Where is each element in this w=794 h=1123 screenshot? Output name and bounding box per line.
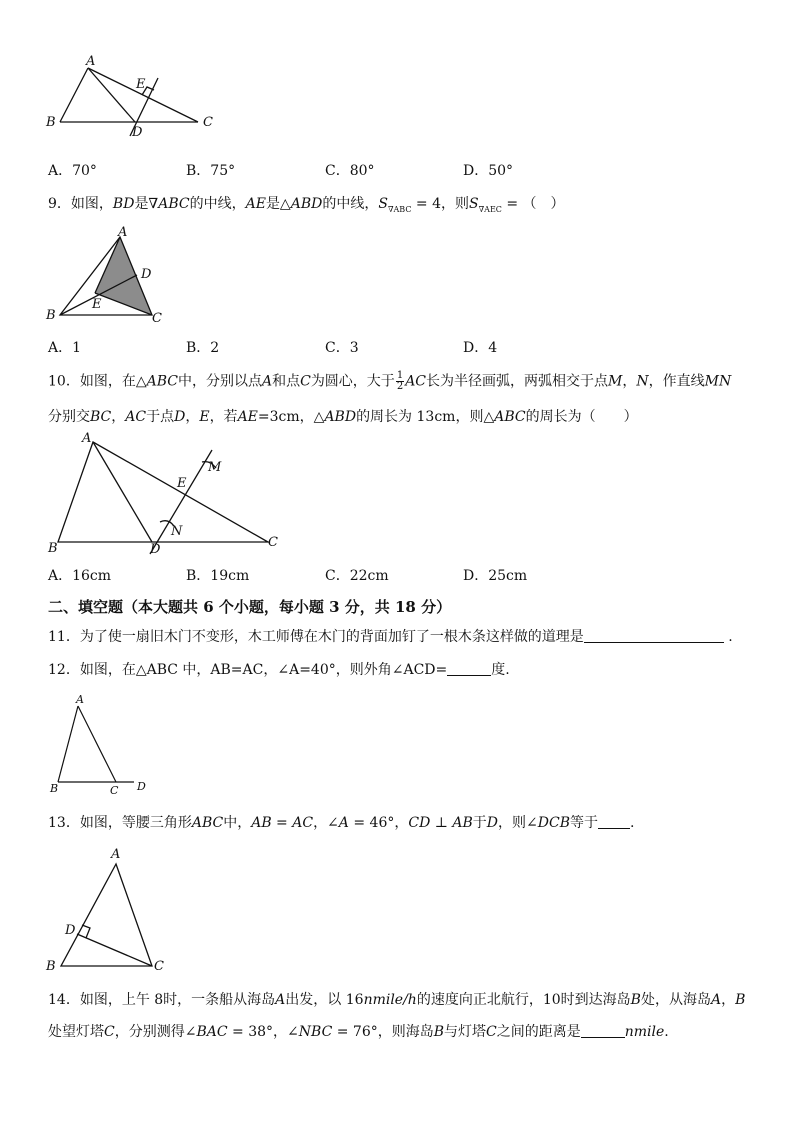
q9-option-d[interactable]: D．4 <box>463 340 498 356</box>
q9-option-a[interactable]: A．1 <box>48 340 82 356</box>
q13-label-c: C <box>154 959 164 974</box>
q9-figure <box>40 225 180 325</box>
q10-label-c: C <box>268 535 278 550</box>
q10-figure <box>40 430 290 556</box>
q9-label-c: C <box>152 311 162 326</box>
q13-figure <box>40 846 180 976</box>
q10-option-a[interactable]: A．16cm <box>48 568 112 584</box>
q13-label-d: D <box>65 923 76 938</box>
q12-figure <box>40 690 170 800</box>
q8-option-a[interactable]: A．70° <box>48 163 97 179</box>
q13-label-a: A <box>111 847 121 862</box>
q9-stem: 9．如图，BD是∇ABC的中线，AE是△ABD的中线，$S_{\nabla ABC} = 4$，则$S_{\nabla AEC}$ = （ ） <box>48 196 565 214</box>
q13-label-b: B <box>46 959 56 974</box>
q14-answer-blank[interactable] <box>581 1023 625 1038</box>
q12-answer-blank[interactable] <box>447 661 491 676</box>
q8-label-b: B <box>46 115 56 130</box>
q14-stem-line2: 处望灯塔C，分别测得∠BAC = 38°，∠NBC = 76°，则海岛B与灯塔C之间的距离是 nmile. <box>48 1024 669 1040</box>
q12-label-a: A <box>76 693 84 706</box>
q9-label-e: E <box>92 297 102 312</box>
q8-option-c[interactable]: C．80° <box>325 163 375 179</box>
q8-label-a: A <box>86 54 96 69</box>
half-fraction: $\frac{1}{2}$ <box>396 370 404 392</box>
section-heading: 二、填空题（本大题共 6 个小题，每小题 3 分，共 18 分） <box>48 598 452 616</box>
q8-option-b[interactable]: B．75° <box>186 163 236 179</box>
q10-label-a: A <box>82 431 92 446</box>
q10-label-m: M <box>208 460 222 475</box>
q12-label-b: B <box>50 782 59 795</box>
q10-label-e: E <box>177 476 187 491</box>
q10-label-b: B <box>48 541 58 556</box>
q8-label-c: C <box>203 115 213 130</box>
q11-answer-blank[interactable] <box>584 628 724 643</box>
q10-stem-line2: 分别交BC，AC于点D，E，若AE=3cm，△ABD的周长为 13cm，则△ABC的周长为（ ） <box>48 409 638 425</box>
q9-label-b: B <box>46 308 56 323</box>
q10-stem-line1: 10．如图，在△ABC中，分别以点A和点C为圆心，大于 $\frac{1}{2}$ AC长为半径画弧，两弧相交于点M，N，作直线MN <box>48 370 732 392</box>
q12-label-d: D <box>137 780 146 793</box>
q8-figure <box>40 52 230 142</box>
q9-label-d: D <box>141 267 152 282</box>
q8-label-d: D <box>132 125 143 140</box>
q9-option-b[interactable]: B．2 <box>186 340 220 356</box>
q12-stem: 12．如图，在△ABC 中，AB=AC，∠A=40°，则外角∠ACD= 度. <box>48 662 510 678</box>
q9-option-c[interactable]: C．3 <box>325 340 359 356</box>
q13-answer-blank[interactable] <box>598 814 630 829</box>
q10-label-d: D <box>150 542 161 557</box>
q10-label-n: N <box>171 524 183 539</box>
q8-option-d[interactable]: D．50° <box>463 163 514 179</box>
q13-stem: 13．如图，等腰三角形ABC中，AB = AC，∠A = 46°，CD ⊥ AB于D，则∠DCB等于 . <box>48 815 635 831</box>
q8-label-e: E <box>136 77 146 92</box>
q14-stem-line1: 14．如图，上午 8时，一条船从海岛A出发，以 16nmile/h的速度向正北航行，10时到达海岛B处，从海岛A，B <box>48 992 746 1008</box>
q10-option-b[interactable]: B．19cm <box>186 568 250 584</box>
q11-stem: 11．为了使一扇旧木门不变形，木工师傅在木门的背面加钉了一根木条这样做的道理是 . <box>48 629 733 645</box>
q10-option-c[interactable]: C．22cm <box>325 568 389 584</box>
q12-label-c: C <box>110 784 119 797</box>
q9-label-a: A <box>118 225 128 240</box>
q10-option-d[interactable]: D．25cm <box>463 568 528 584</box>
